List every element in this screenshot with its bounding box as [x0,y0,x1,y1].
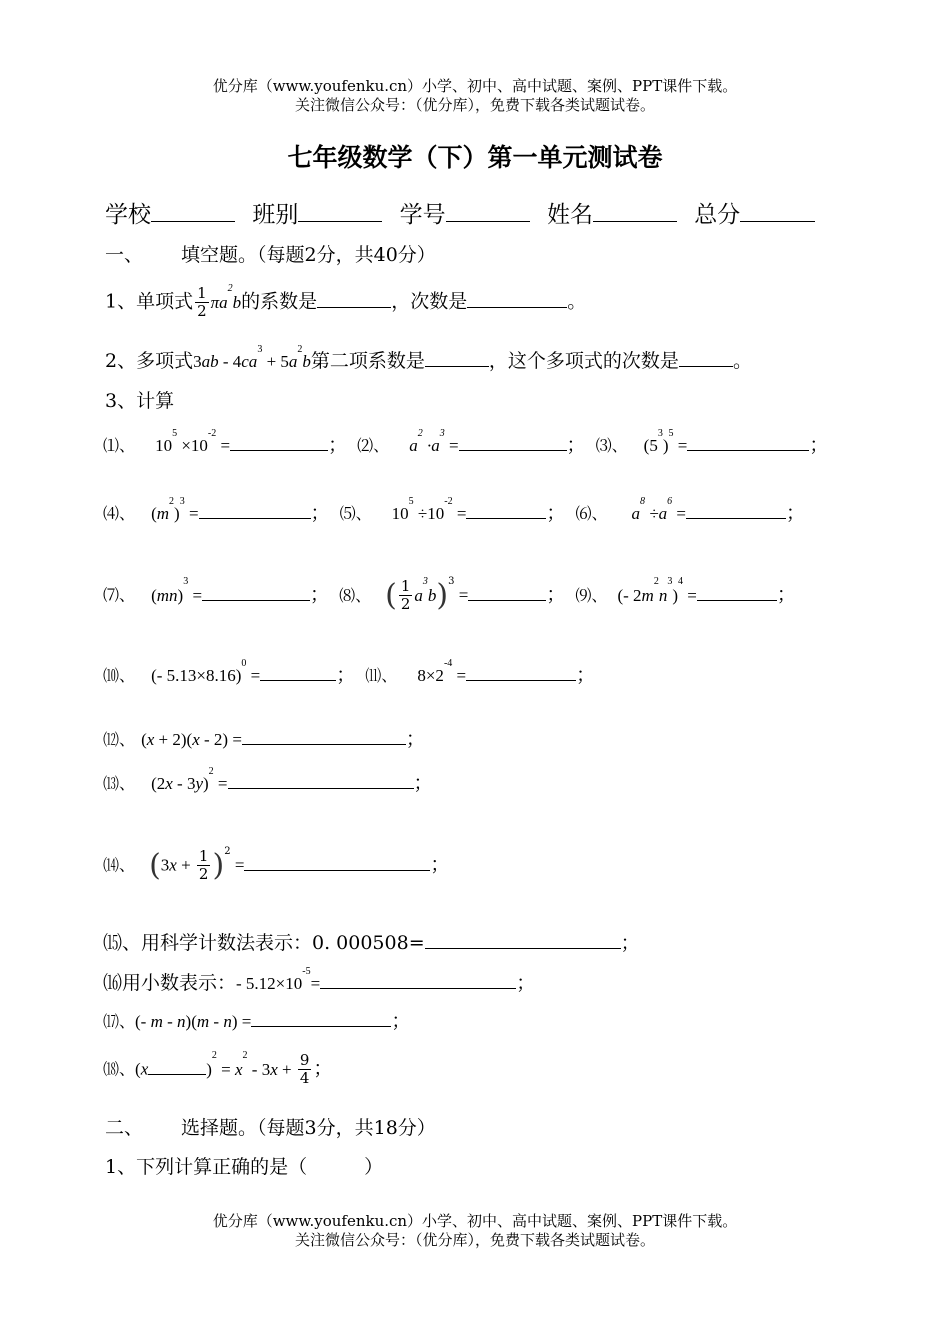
calc-row-1: ⑴、 $10^5 \times 10^{-2}$ = ； ⑵、 $a^2 \cdot a^3$ = ； ⑶、 $(5^3)^5$ = ； [103,428,829,456]
total-score-label: 总分 [694,202,741,228]
question-17: ⒄、(- m - n)(m - n) = ； [103,1010,411,1032]
calc-row-5: ⑿、 (x + 2)(x - 2) = ； [103,728,425,750]
calc-row-6: ⒀、 (2x - 3y)$^2$ = ； [103,766,433,794]
question-16: ⒃用小数表示：- $5.12\times 10^{-5}=$ ； [103,966,536,994]
calc-6-blank[interactable] [686,502,786,519]
name-label: 姓名 [546,202,593,228]
total-score-blank[interactable] [740,205,815,222]
q17-blank[interactable] [251,1010,391,1027]
q16-blank[interactable] [320,972,516,989]
calc-12-blank[interactable] [242,728,406,745]
q2-coefficient-blank[interactable] [425,350,489,367]
page-title: 七年级数学（下）第一单元测试卷 [287,143,663,172]
calc-1-blank[interactable] [230,434,328,451]
footer-line-1: 优分库（www.youfenku.cn）小学、初中、高中试题、案例、PPT课件下载。 [212,1212,738,1230]
calc-10-blank[interactable] [260,664,336,681]
q1-degree-blank[interactable] [467,291,567,308]
calc-13-blank[interactable] [228,772,414,789]
question-18: ⒅、(x )$^2 = x^2 - 3x$ + $\frac{9}{4}$ ； [103,1050,333,1087]
student-id-label: 学号 [399,202,446,228]
q15-blank[interactable] [425,932,621,949]
calc-2-blank[interactable] [459,434,567,451]
school-label: 学校 [105,202,151,228]
header-line-2: 关注微信公众号：（优分库），免费下载各类试题试卷。 [294,96,655,114]
student-id-blank[interactable] [446,205,530,222]
calc-9-blank[interactable] [697,584,777,601]
footer-line-2: 关注微信公众号：（优分库），免费下载各类试题试卷。 [294,1231,655,1249]
q1-coefficient-blank[interactable] [317,291,391,308]
info-row [105,196,815,229]
header-line-1: 优分库（www.youfenku.cn）小学、初中、高中试题、案例、PPT课件下载。 [212,77,738,95]
calc-row-4: ⑽、 (- 5.13×8.16)$^0$ = ； ⑾、 $8\times 2^{-4}$ = ； [103,658,596,686]
q2-degree-blank[interactable] [679,350,733,367]
calc-3-blank[interactable] [687,434,809,451]
calc-7-blank[interactable] [202,584,310,601]
section-2-heading: 二、 选择题。（每题3分，共18分） [105,1117,436,1139]
calc-8-blank[interactable] [468,584,546,601]
class-blank[interactable] [298,205,382,222]
calc-4-blank[interactable] [199,502,311,519]
calc-row-2: ⑷、 $(m^2)^3$ = ； ⑸、 $10^5 \div 10^{-2}$ = ； ⑹、 $a^8 \div a^6$ = ； [103,496,805,524]
calc-14-blank[interactable] [244,854,430,871]
question-1: 1、单项式 $\frac{1}{2}$ $\pi a^2b$的系数是 ，次数是 。 [105,283,587,320]
section-1-heading: 一、 填空题。（每题2分，共40分） [105,244,436,266]
question-3-label: 3、计算 [105,390,175,412]
class-label: 班别 [252,202,299,228]
name-blank[interactable] [593,205,677,222]
school-blank[interactable] [151,205,235,222]
section-2-question-1: 1、下列计算正确的是（ ） [105,1156,384,1178]
calc-row-3: ⑺、 (mn)$^3$ = ； ⑻、 ( $\frac{1}{2}$ $a^3b)^3$ = ； ⑼、 (- $2m^2n^3)^4$ = ； [103,576,796,613]
calc-5-blank[interactable] [466,502,546,519]
q18-blank[interactable] [148,1058,206,1075]
calc-11-blank[interactable] [466,664,576,681]
question-15: ⒂、用科学计数法表示：0. 000508= ； [103,932,640,954]
calc-row-7: ⒁、 (3x + $\frac{1}{2}$ )$^2$ = ； [103,846,450,883]
question-2: 2、多项式$3ab - 4ca^3 + 5a^2b$第二项系数是 ，这个多项式的次数是 。 [105,344,752,372]
